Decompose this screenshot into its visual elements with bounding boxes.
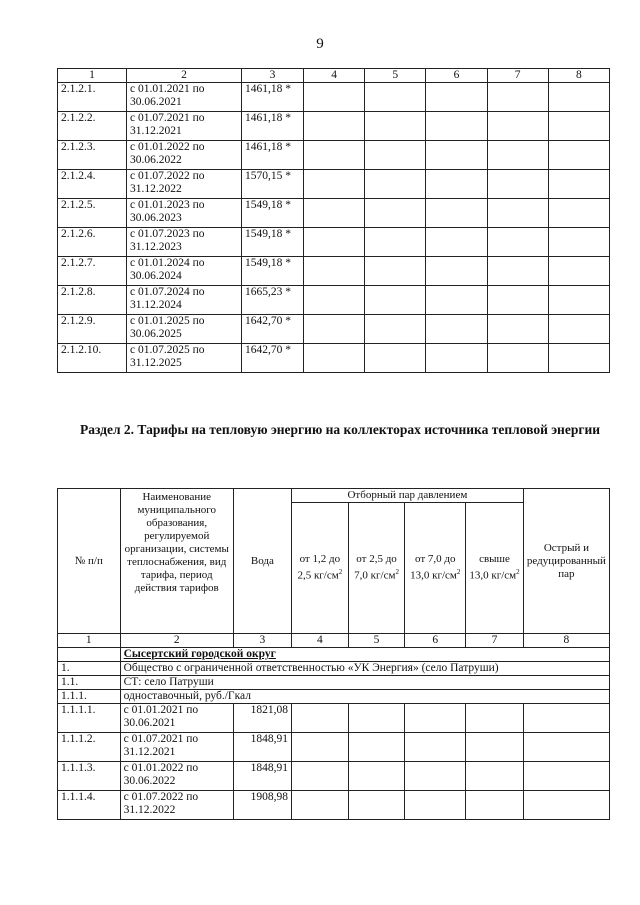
empty-cell bbox=[487, 83, 548, 112]
row-number: 1.1.1.4. bbox=[58, 791, 121, 820]
period-cell: с 01.07.2025 по 31.12.2025 bbox=[127, 344, 242, 373]
section-title: Раздел 2. Тарифы на тепловую энергию на коллекторах источника тепловой энергии bbox=[79, 422, 601, 437]
organization-name: Общество с ограниченной ответственностью «УК Энергия» (село Патруши) bbox=[120, 662, 609, 676]
organization-row bbox=[58, 662, 610, 676]
period-cell: с 01.07.2022 по 31.12.2022 bbox=[127, 170, 242, 199]
period-cell: с 01.07.2022 по 31.12.2022 bbox=[120, 791, 233, 820]
empty-cell bbox=[426, 228, 487, 257]
value-cell: 1461,18 * bbox=[242, 83, 304, 112]
value-cell: 1549,18 * bbox=[242, 257, 304, 286]
row-number: 1.1. bbox=[58, 676, 121, 690]
empty-cell bbox=[426, 170, 487, 199]
empty-cell bbox=[348, 733, 405, 762]
empty-cell bbox=[291, 791, 348, 820]
row-number: 2.1.2.2. bbox=[58, 112, 127, 141]
col-number: 8 bbox=[523, 634, 609, 648]
col-number: 3 bbox=[242, 69, 304, 83]
empty-cell bbox=[365, 257, 426, 286]
empty-cell bbox=[426, 344, 487, 373]
header-name-label: Наименование муниципального образования, регулируемой организации, системы теплоснабжения, вид тарифа, период действия тарифов bbox=[124, 491, 229, 594]
col-number: 4 bbox=[291, 634, 348, 648]
row-number: 2.1.2.8. bbox=[58, 286, 127, 315]
row-number: 1.1.1.3. bbox=[58, 762, 121, 791]
superscript: 2 bbox=[456, 568, 461, 577]
empty-cell bbox=[487, 199, 548, 228]
empty-cell bbox=[405, 791, 466, 820]
col-number: 5 bbox=[348, 634, 405, 648]
empty-cell bbox=[426, 199, 487, 228]
district-name: Сысертский городской округ bbox=[123, 648, 276, 660]
header-pressure-1 bbox=[291, 503, 348, 634]
table-row bbox=[58, 257, 610, 286]
header-steam-group-label: Отборный пар давлением bbox=[347, 489, 468, 501]
page-number: 9 bbox=[316, 36, 324, 52]
col-number: 2 bbox=[120, 634, 233, 648]
period-cell: с 01.07.2021 по 31.12.2021 bbox=[120, 733, 233, 762]
empty-cell bbox=[304, 170, 365, 199]
row-number: 2.1.2.5. bbox=[58, 199, 127, 228]
empty-cell bbox=[548, 170, 609, 199]
empty-cell bbox=[348, 762, 405, 791]
header-num-label: № п/п bbox=[74, 554, 103, 567]
pressure-1-label: от 1,2 до 2,5 кг/см bbox=[297, 553, 341, 582]
period-cell: с 01.07.2024 по 31.12.2024 bbox=[127, 286, 242, 315]
empty-cell bbox=[523, 733, 609, 762]
col-number: 1 bbox=[58, 634, 121, 648]
empty-cell bbox=[365, 286, 426, 315]
empty-cell bbox=[365, 315, 426, 344]
header-sharp-steam-label: Острый и редуцированный пар bbox=[526, 541, 606, 580]
empty-cell bbox=[487, 170, 548, 199]
col-number: 7 bbox=[466, 634, 524, 648]
period-cell: с 01.01.2022 по 30.06.2022 bbox=[127, 141, 242, 170]
row-number: 1. bbox=[58, 662, 121, 676]
empty-cell bbox=[365, 141, 426, 170]
empty-cell bbox=[426, 257, 487, 286]
empty-cell bbox=[466, 762, 524, 791]
empty-cell bbox=[487, 257, 548, 286]
header-water-label: Вода bbox=[250, 554, 274, 567]
period-cell: с 01.01.2022 по 30.06.2022 bbox=[120, 762, 233, 791]
col-number: 7 bbox=[487, 69, 548, 83]
empty-cell bbox=[487, 141, 548, 170]
row-number: 1.1.1.2. bbox=[58, 733, 121, 762]
empty-cell bbox=[523, 704, 609, 733]
value-cell: 1461,18 * bbox=[242, 112, 304, 141]
col-number: 1 bbox=[58, 69, 127, 83]
header-pressure-4 bbox=[466, 503, 524, 634]
period-cell: с 01.01.2021 по 30.06.2021 bbox=[127, 83, 242, 112]
table-row bbox=[58, 228, 610, 257]
value-cell: 1461,18 * bbox=[242, 141, 304, 170]
table-row bbox=[58, 286, 610, 315]
period-cell: с 01.01.2025 по 30.06.2025 bbox=[127, 315, 242, 344]
empty-cell bbox=[487, 228, 548, 257]
empty-cell bbox=[426, 112, 487, 141]
header-num bbox=[58, 489, 121, 634]
empty-cell bbox=[365, 199, 426, 228]
tariff-type-row bbox=[58, 690, 610, 704]
empty-cell bbox=[365, 170, 426, 199]
empty-cell bbox=[548, 257, 609, 286]
empty-cell bbox=[304, 257, 365, 286]
empty-cell bbox=[304, 141, 365, 170]
district-row bbox=[58, 648, 610, 662]
table-row bbox=[58, 733, 610, 762]
period-cell: с 01.01.2023 по 30.06.2023 bbox=[127, 199, 242, 228]
empty-cell bbox=[487, 344, 548, 373]
header-sharp-steam bbox=[523, 489, 609, 634]
empty-cell bbox=[548, 286, 609, 315]
row-number: 1.1.1.1. bbox=[58, 704, 121, 733]
empty-cell bbox=[348, 791, 405, 820]
empty-cell bbox=[304, 112, 365, 141]
empty-cell bbox=[58, 648, 121, 662]
header-name bbox=[120, 489, 233, 634]
table-row bbox=[58, 112, 610, 141]
empty-cell bbox=[548, 199, 609, 228]
empty-cell bbox=[466, 733, 524, 762]
col-number: 6 bbox=[426, 69, 487, 83]
system-name: СТ: село Патруши bbox=[120, 676, 609, 690]
empty-cell bbox=[405, 704, 466, 733]
system-row bbox=[58, 676, 610, 690]
empty-cell bbox=[487, 315, 548, 344]
col-number: 8 bbox=[548, 69, 609, 83]
period-cell: с 01.01.2021 по 30.06.2021 bbox=[120, 704, 233, 733]
empty-cell bbox=[426, 83, 487, 112]
row-number: 2.1.2.6. bbox=[58, 228, 127, 257]
row-number: 1.1.1. bbox=[58, 690, 121, 704]
empty-cell bbox=[304, 199, 365, 228]
header-row-top bbox=[58, 489, 610, 503]
row-number: 2.1.2.3. bbox=[58, 141, 127, 170]
empty-cell bbox=[548, 83, 609, 112]
superscript: 2 bbox=[395, 568, 399, 577]
col-number: 4 bbox=[304, 69, 365, 83]
empty-cell bbox=[348, 704, 405, 733]
table-row bbox=[58, 83, 610, 112]
table-row bbox=[58, 141, 610, 170]
empty-cell bbox=[426, 141, 487, 170]
table-row bbox=[58, 170, 610, 199]
empty-cell bbox=[304, 315, 365, 344]
empty-cell bbox=[523, 762, 609, 791]
value-cell: 1570,15 * bbox=[242, 170, 304, 199]
period-cell: с 01.07.2023 по 31.12.2023 bbox=[127, 228, 242, 257]
empty-cell bbox=[548, 112, 609, 141]
col-number: 3 bbox=[233, 634, 291, 648]
empty-cell bbox=[304, 344, 365, 373]
value-cell: 1821,08 bbox=[233, 704, 291, 733]
value-cell: 1665,23 * bbox=[242, 286, 304, 315]
column-number-row bbox=[58, 69, 610, 83]
empty-cell bbox=[548, 315, 609, 344]
empty-cell bbox=[405, 762, 466, 791]
empty-cell bbox=[487, 112, 548, 141]
table-row bbox=[58, 762, 610, 791]
col-number: 2 bbox=[127, 69, 242, 83]
pressure-4-label: свыше 13,0 кг/см bbox=[469, 553, 517, 582]
empty-cell bbox=[548, 228, 609, 257]
value-cell: 1848,91 bbox=[233, 733, 291, 762]
table-row bbox=[58, 199, 610, 228]
value-cell: 1642,70 * bbox=[242, 315, 304, 344]
empty-cell bbox=[304, 228, 365, 257]
table-row bbox=[58, 791, 610, 820]
empty-cell bbox=[365, 228, 426, 257]
row-number: 2.1.2.9. bbox=[58, 315, 127, 344]
empty-cell bbox=[548, 344, 609, 373]
table-row bbox=[58, 704, 610, 733]
empty-cell bbox=[466, 791, 524, 820]
empty-cell bbox=[291, 733, 348, 762]
empty-cell bbox=[365, 112, 426, 141]
header-pressure-2 bbox=[348, 503, 405, 634]
header-pressure-3 bbox=[405, 503, 466, 634]
tariff-table-continuation bbox=[57, 68, 610, 373]
superscript: 2 bbox=[338, 568, 343, 577]
column-number-row bbox=[58, 634, 610, 648]
empty-cell bbox=[426, 286, 487, 315]
col-number: 6 bbox=[405, 634, 466, 648]
table-row bbox=[58, 344, 610, 373]
empty-cell bbox=[291, 704, 348, 733]
pressure-2-label: от 2,5 до 7,0 кг/см bbox=[354, 553, 397, 582]
superscript: 2 bbox=[516, 568, 520, 577]
pressure-3-label: от 7,0 до 13,0 кг/см bbox=[410, 553, 457, 582]
col-number: 5 bbox=[365, 69, 426, 83]
empty-cell bbox=[426, 315, 487, 344]
tariff-type: одноставочный, руб./Гкал bbox=[120, 690, 609, 704]
table-row bbox=[58, 315, 610, 344]
empty-cell bbox=[405, 733, 466, 762]
row-number: 2.1.2.1. bbox=[58, 83, 127, 112]
empty-cell bbox=[291, 762, 348, 791]
value-cell: 1549,18 * bbox=[242, 199, 304, 228]
empty-cell bbox=[365, 344, 426, 373]
district-cell bbox=[120, 648, 609, 662]
period-cell: с 01.07.2021 по 31.12.2021 bbox=[127, 112, 242, 141]
value-cell: 1848,91 bbox=[233, 762, 291, 791]
value-cell: 1549,18 * bbox=[242, 228, 304, 257]
empty-cell bbox=[304, 83, 365, 112]
empty-cell bbox=[548, 141, 609, 170]
period-cell: с 01.01.2024 по 30.06.2024 bbox=[127, 257, 242, 286]
row-number: 2.1.2.7. bbox=[58, 257, 127, 286]
value-cell: 1642,70 * bbox=[242, 344, 304, 373]
row-number: 2.1.2.4. bbox=[58, 170, 127, 199]
value-cell: 1908,98 bbox=[233, 791, 291, 820]
header-steam-group bbox=[291, 489, 523, 503]
tariff-table-section-2 bbox=[57, 488, 610, 820]
header-water bbox=[233, 489, 291, 634]
empty-cell bbox=[523, 791, 609, 820]
empty-cell bbox=[466, 704, 524, 733]
empty-cell bbox=[365, 83, 426, 112]
empty-cell bbox=[304, 286, 365, 315]
empty-cell bbox=[487, 286, 548, 315]
row-number: 2.1.2.10. bbox=[58, 344, 127, 373]
